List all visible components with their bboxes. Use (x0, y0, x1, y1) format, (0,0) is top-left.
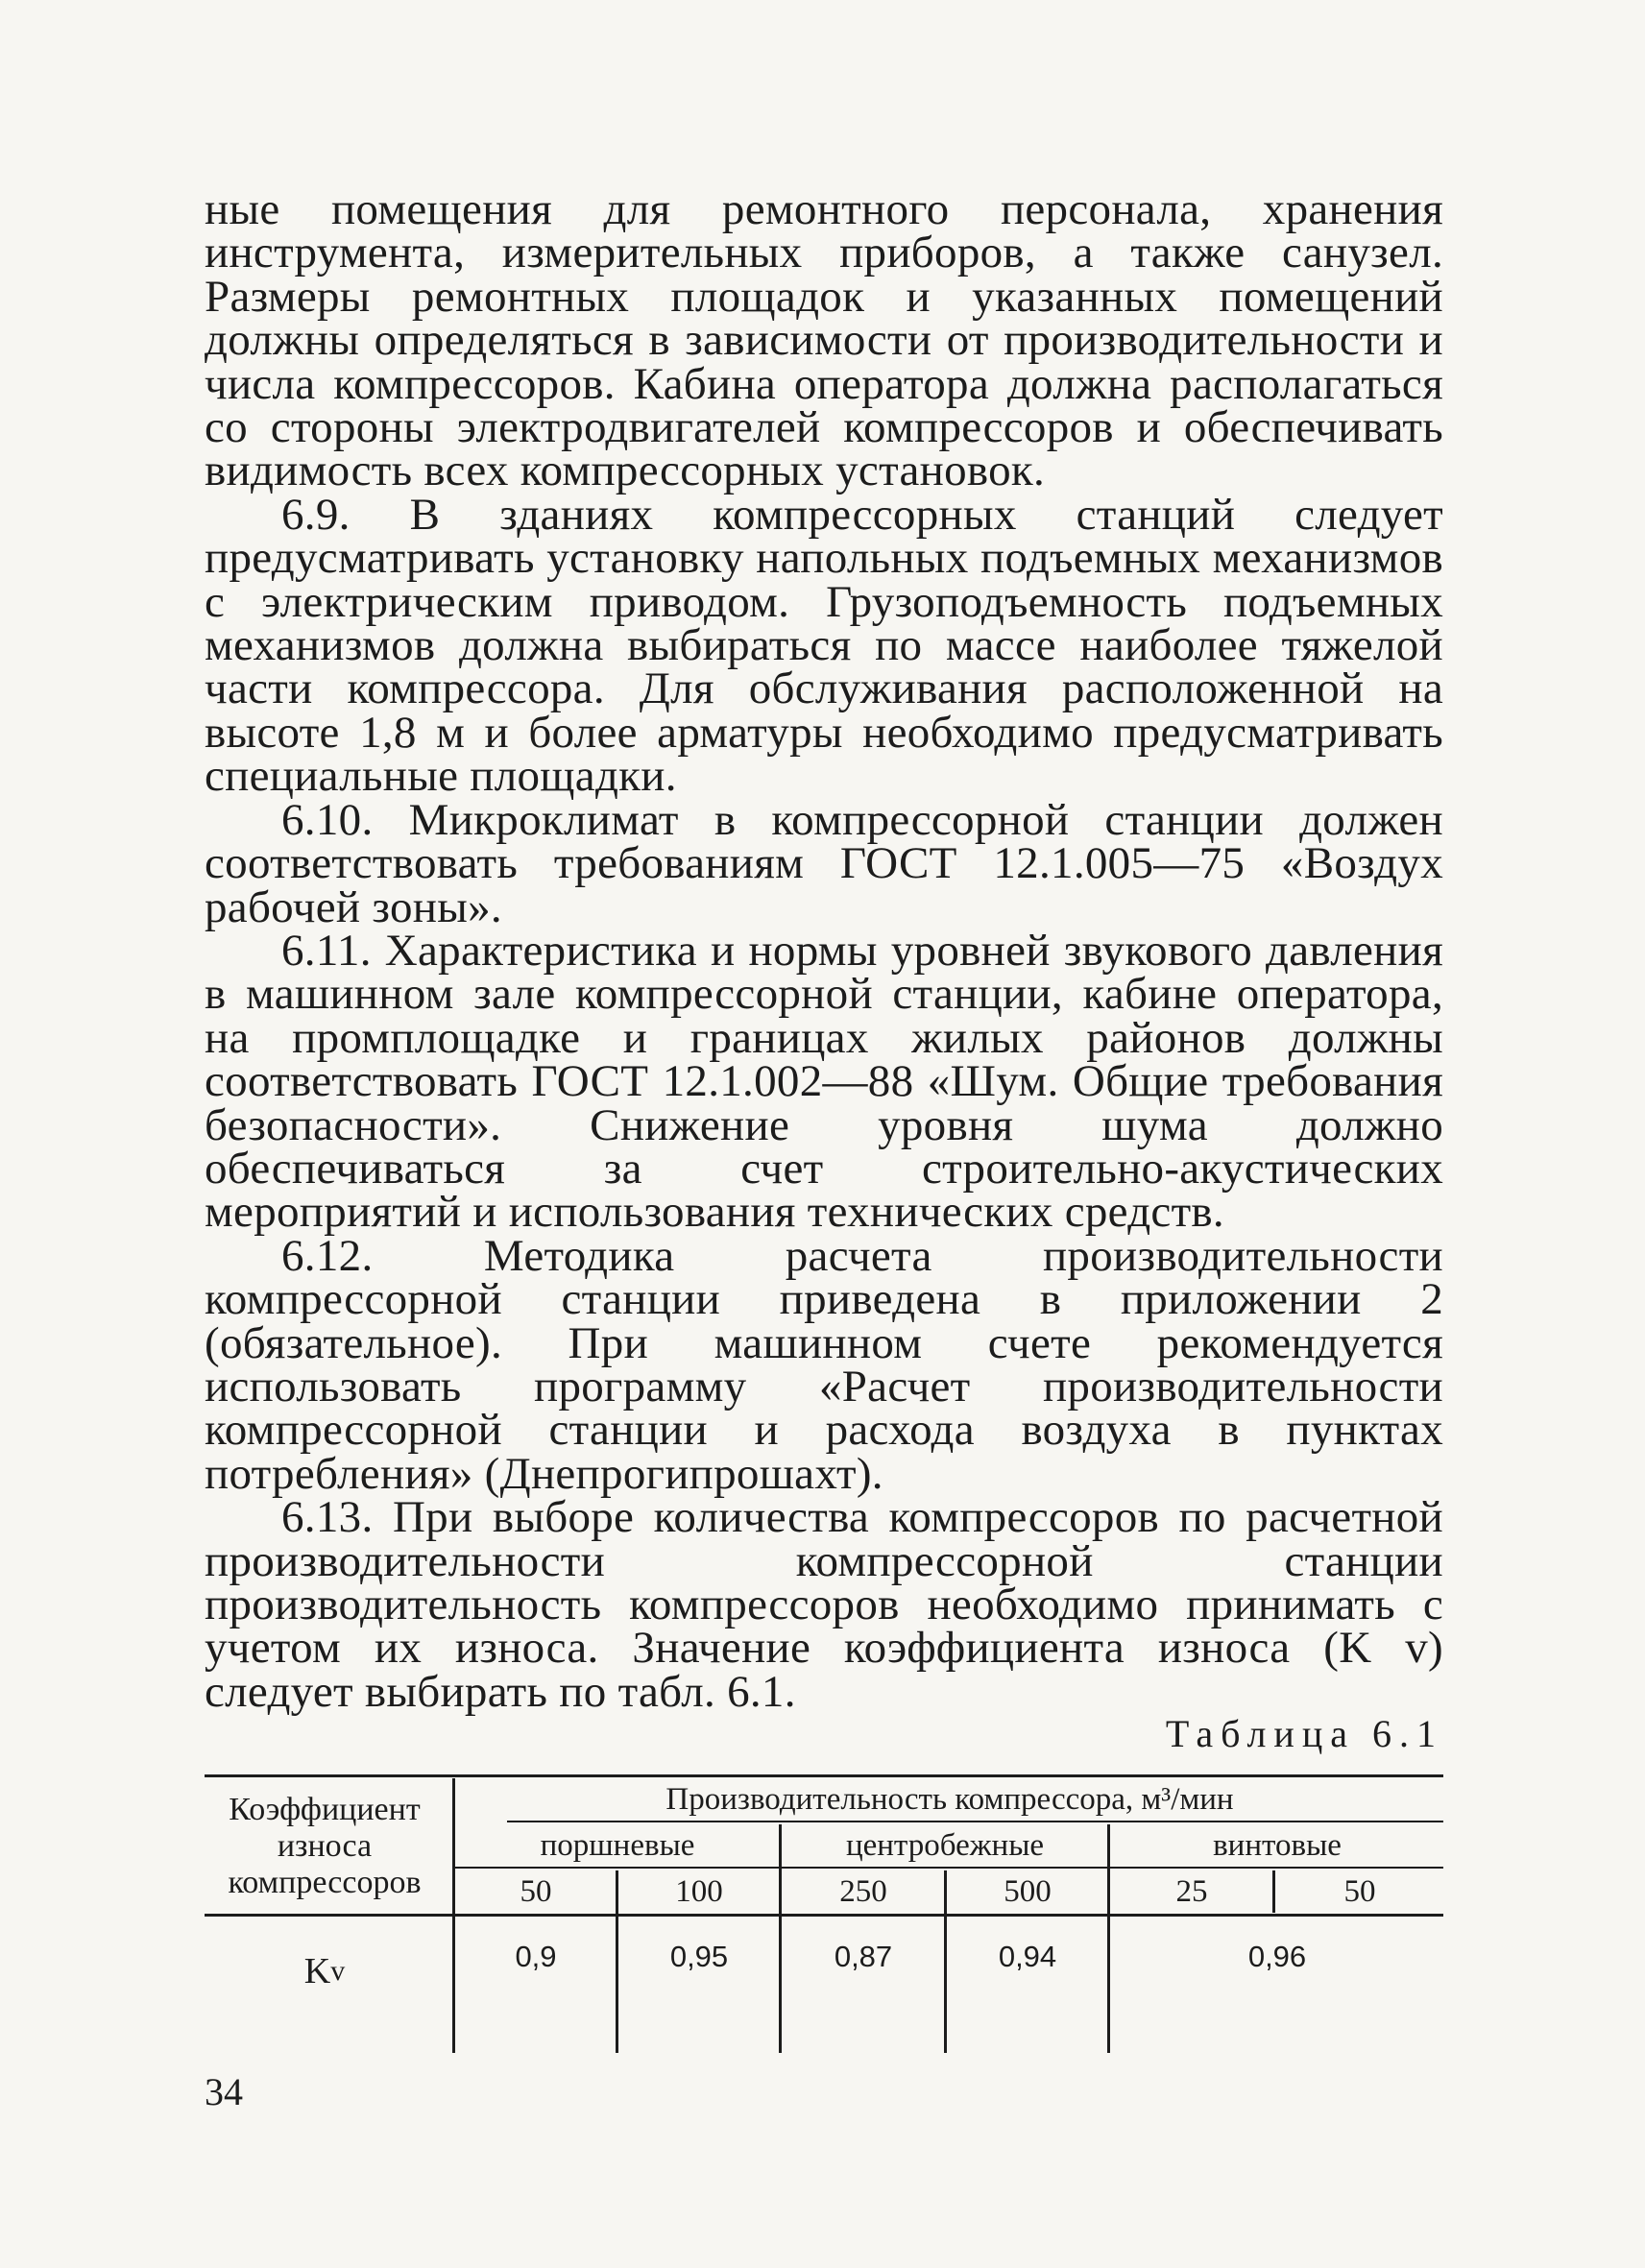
table-caption: Таблица 6.1 (1165, 1712, 1443, 1755)
type-header-screw: винтовые (1213, 1828, 1342, 1863)
group-header-rule (507, 1821, 1443, 1822)
row-label-subscript: v (330, 1955, 346, 1987)
type-separator-1 (779, 1824, 782, 2053)
paragraph-continuation: ные помещения для ремонтного персонала, хранения инструмента, измерительных приборов, а также санузел. Размеры ремонтных площадок и указанных помещений должны определяться в зависимости от производительности и числа компрессоров. Кабина оператора должна располагаться со стороны электродвигателей компрессоров и обеспечивать видимость всех компрессорных установок. (205, 184, 1443, 496)
paragraph-6-11: 6.11. Характеристика и нормы уровней звукового давления в машинном зале компрессорной станции, кабине оператора, на промплощадке и границах жилых районов должны соответствовать ГОСТ 12.1.002—88 «Шум. Общие требования безопасности». Снижение уровня шума должно обеспечиваться за счет строительно-акустических мероприятий и использования технических средств. (205, 925, 1443, 1238)
table-cell-value: 0,87 (834, 1940, 893, 1973)
row-label (205, 1918, 445, 2024)
stub-separator (452, 1778, 455, 2053)
capacity-header: 25 (1175, 1874, 1208, 1909)
body-text (205, 184, 1443, 1717)
capacity-header: 500 (1004, 1874, 1052, 1909)
capacity-separator-1 (616, 1870, 618, 2053)
capacity-header: 250 (839, 1874, 887, 1909)
stub-header: Коэффициент износа компрессоров (228, 1792, 422, 1900)
capacity-header: 100 (675, 1874, 723, 1909)
capacity-header: 50 (1343, 1874, 1376, 1909)
header-bottom-rule (205, 1914, 1443, 1917)
type-header-piston: поршневые (540, 1828, 695, 1863)
table-cell-value: 0,94 (998, 1940, 1057, 1973)
wear-coefficient-table (205, 1774, 1443, 2053)
table-cell-value: 0,9 (515, 1940, 557, 1973)
page-number: 34 (205, 2070, 243, 2113)
table-cell-value: 0,96 (1247, 1940, 1307, 1973)
group-header: Производительность компрессора, м³/мин (665, 1782, 1234, 1817)
type-separator-2 (1107, 1824, 1110, 2053)
row-label-symbol: K (303, 1951, 331, 1991)
paragraph-6-12: 6.12. Методика расчета производительности компрессорной станции приведена в приложении 2 (обязательное). При машинном счете рекомендуется использовать программу «Расчет производительности компрессорной станции и расхода воздуха в пунктах потребления» (Днепрогипрошахт). (205, 1230, 1443, 1499)
capacity-separator-3 (1272, 1870, 1275, 1913)
capacity-separator-2 (944, 1870, 947, 2053)
paragraph-6-13: 6.13. При выборе количества компрессоров по расчетной производительности компрессорной станции производительность компрессоров необходимо принимать с учетом их износа. Значение коэффициента износа (K v) следует выбирать по табл. 6.1. (205, 1492, 1443, 1717)
table-cell-value: 0,95 (669, 1940, 729, 1973)
table-top-rule (205, 1774, 1443, 1777)
capacity-header: 50 (520, 1874, 552, 1909)
type-header-centrifugal: центробежные (845, 1828, 1045, 1863)
types-rule (454, 1867, 1443, 1869)
paragraph-6-9: 6.9. В зданиях компрессорных станций следует предусматривать установку напольных подъемных механизмов с электрическим приводом. Грузоподъемность подъемных механизмов должна выбираться по массе наиболее тяжелой части компрессора. Для обслуживания расположенной на высоте 1,8 м и более арматуры необходимо предусматривать специальные площадки. (205, 489, 1443, 802)
paragraph-6-10: 6.10. Микроклимат в компрессорной станции должен соответствовать требованиям ГОСТ 12.1.005—75 «Воздух рабочей зоны». (205, 794, 1443, 932)
